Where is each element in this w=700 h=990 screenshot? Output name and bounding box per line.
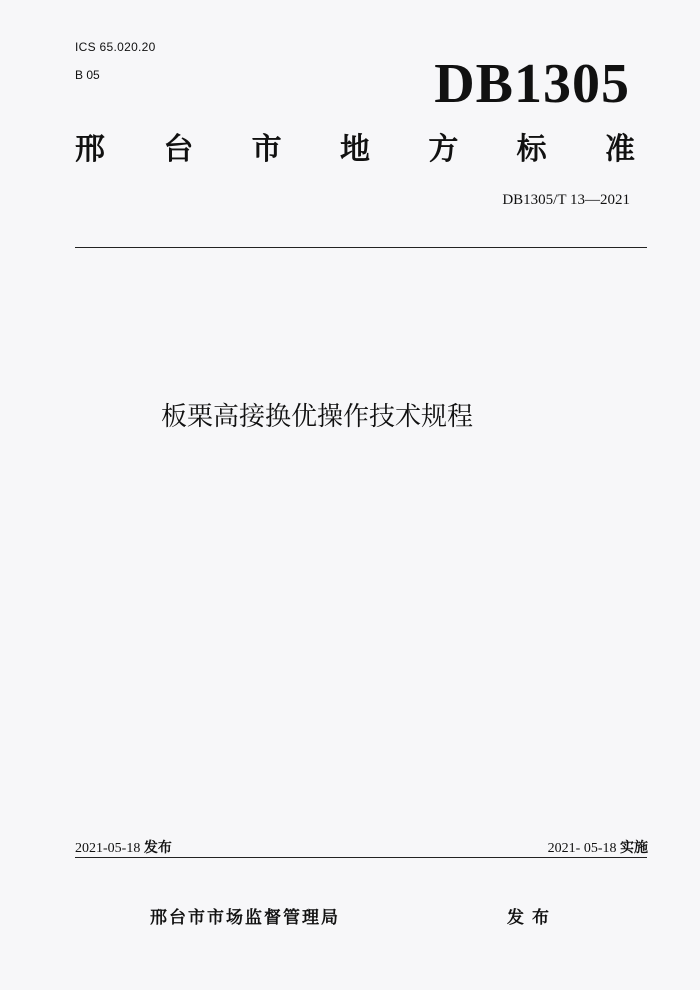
standard-type-char: 邢 xyxy=(75,132,105,167)
standard-number: DB1305/T 13—2021 xyxy=(502,192,630,208)
classification-code: B 05 xyxy=(75,68,100,82)
standard-type-char: 台 xyxy=(163,132,194,167)
standard-type-char: 准 xyxy=(604,132,635,167)
issuing-authority: 邢台市市场监督管理局 xyxy=(150,908,340,928)
implement-date-value: 2021- 05-18 xyxy=(547,841,617,856)
implement-label: 实施 xyxy=(620,840,648,856)
implement-date xyxy=(548,837,648,857)
standard-code-heading: DB1305 xyxy=(434,53,630,115)
standard-type-char: 地 xyxy=(339,132,370,167)
standard-type-char: 方 xyxy=(428,132,459,167)
publish-label: 发布 xyxy=(143,840,172,856)
issue-label: 发布 xyxy=(507,908,557,928)
standard-type-char: 市 xyxy=(251,132,282,167)
publish-date xyxy=(75,837,172,857)
header-divider xyxy=(75,247,647,248)
standard-type-heading xyxy=(75,132,635,167)
ics-code: ICS 65.020.20 xyxy=(75,40,156,54)
publish-date-value: 2021-05-18 xyxy=(75,841,141,856)
document-title: 板栗高接换优操作技术规程 xyxy=(161,402,474,432)
footer-divider xyxy=(75,857,647,858)
standard-type-char: 标 xyxy=(516,132,547,167)
